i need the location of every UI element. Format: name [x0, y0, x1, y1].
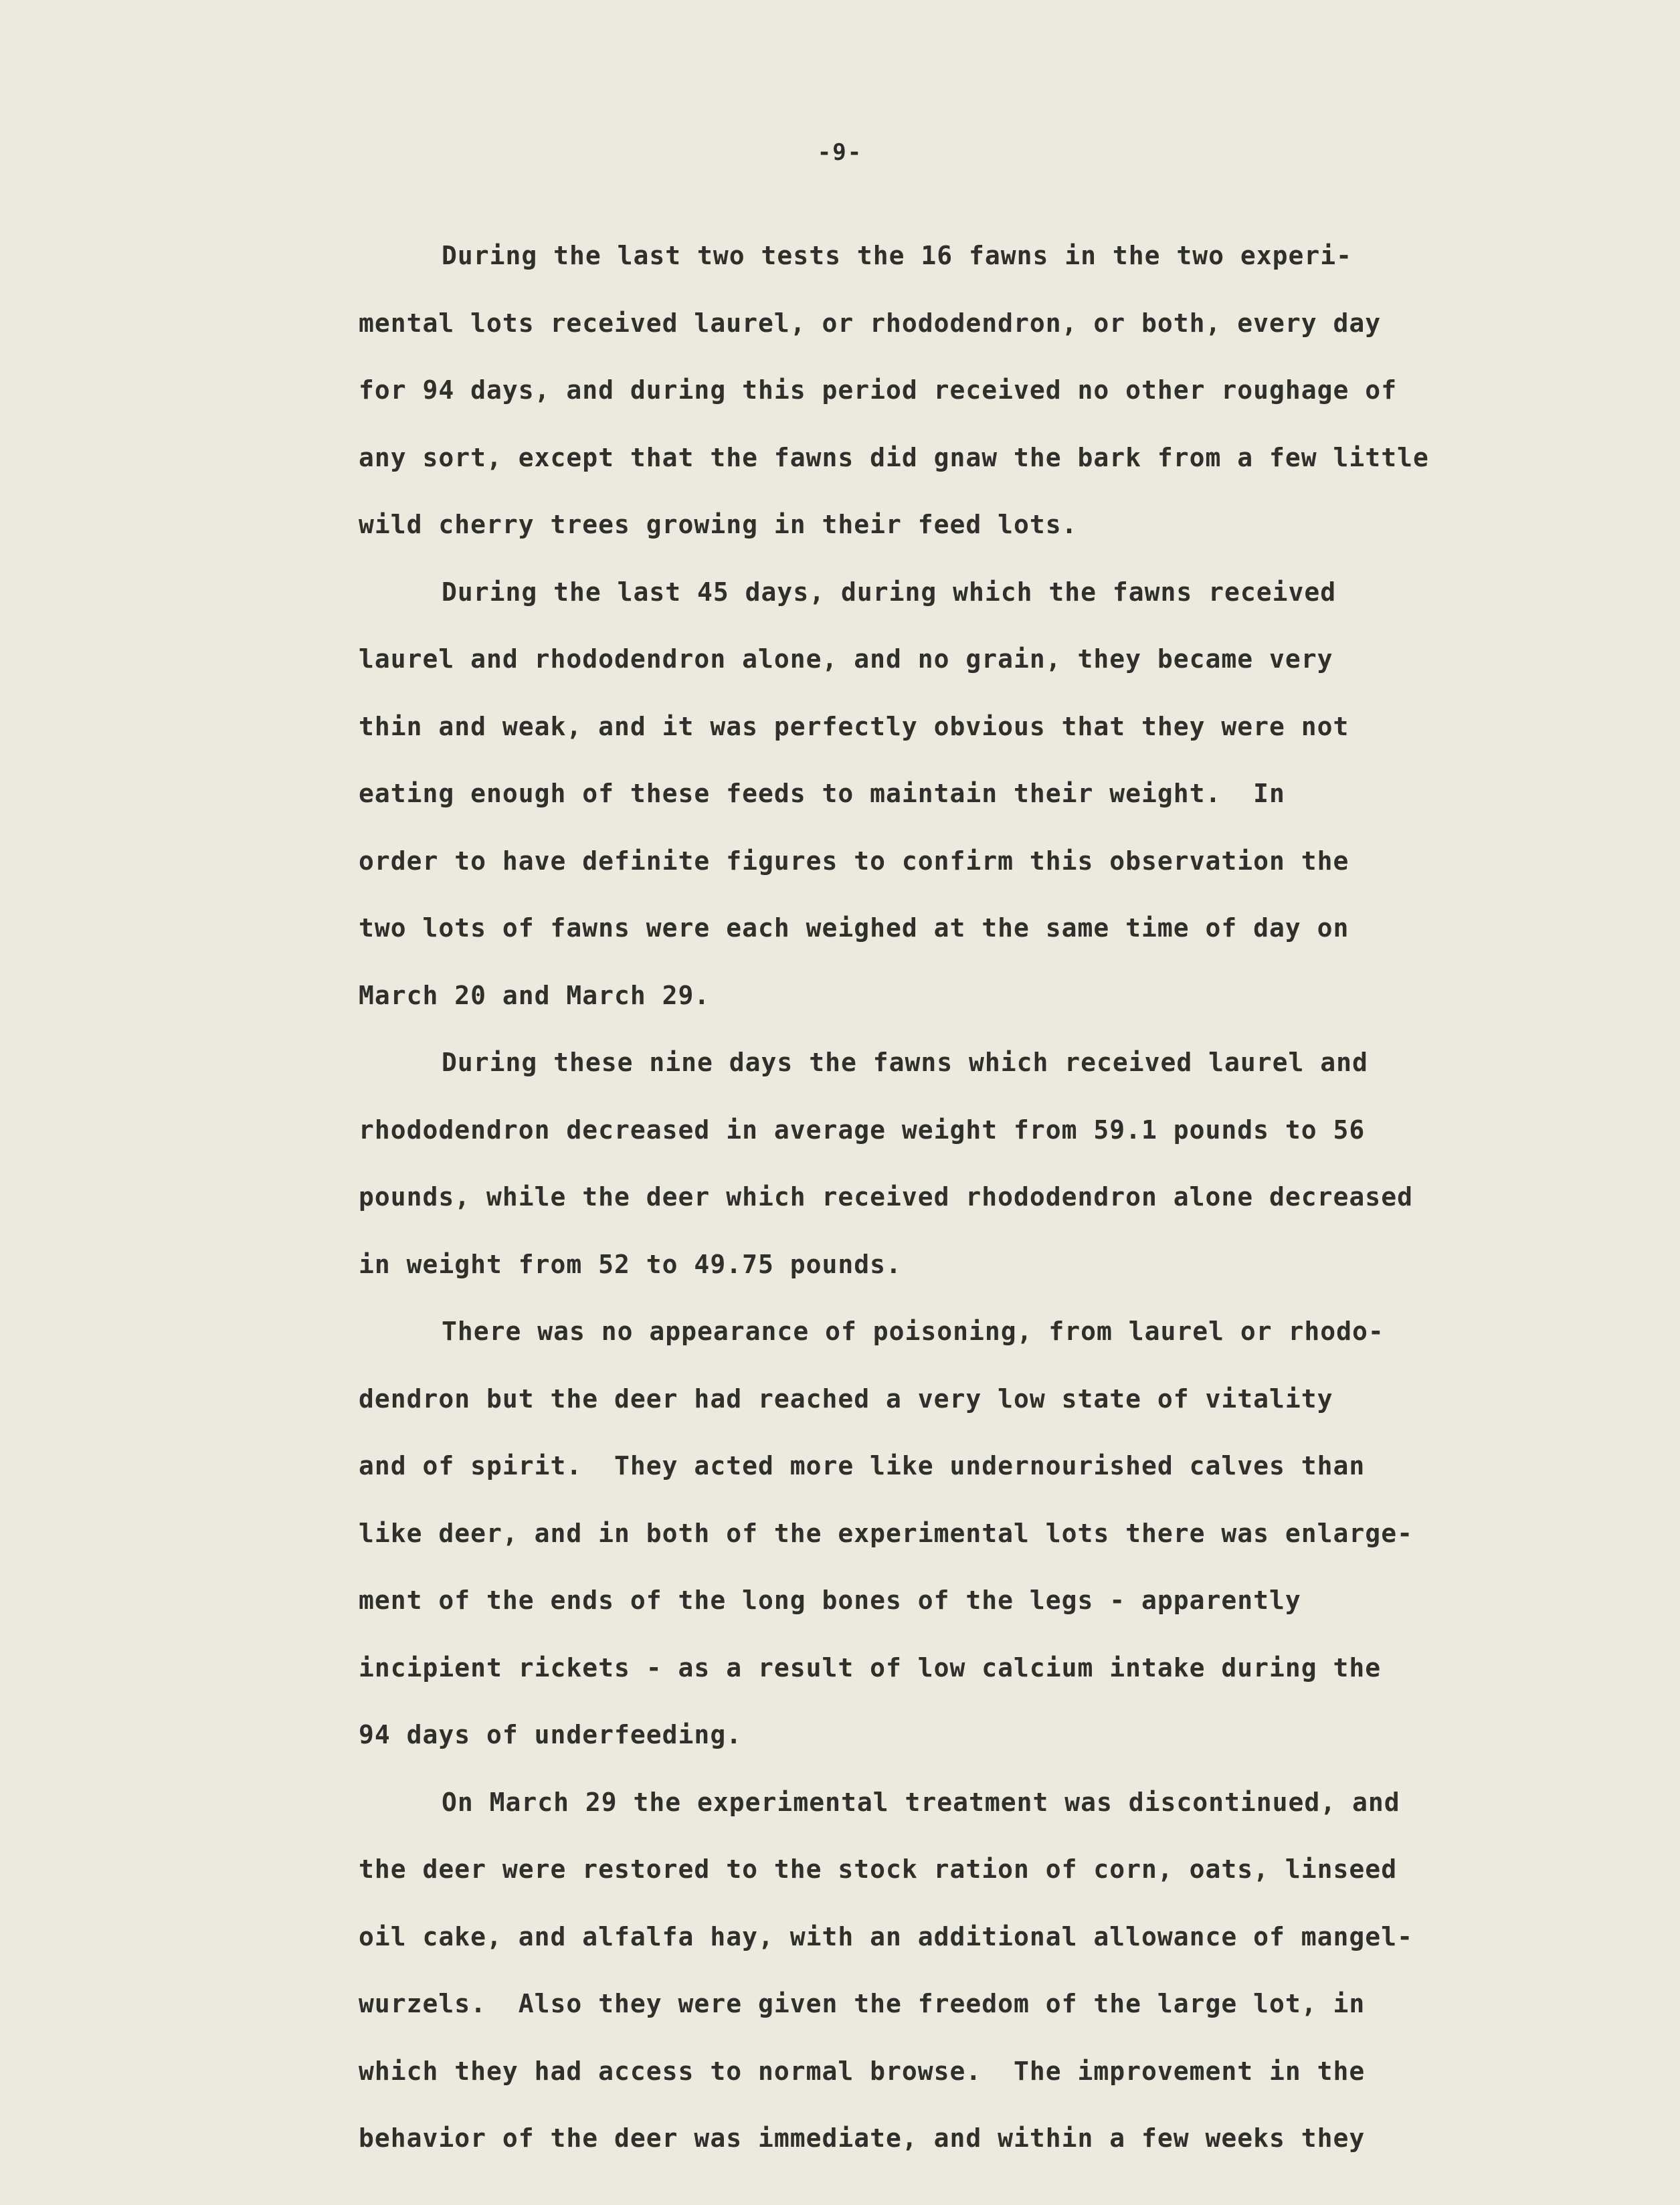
text-line: rhododendron decreased in average weight from 59.1 pounds to 56	[359, 1115, 1366, 1145]
text-line: wild cherry trees growing in their feed lots.	[359, 510, 1078, 539]
text-line: laurel and rhododendron alone, and no grain, they became very	[359, 644, 1333, 674]
text-line: pounds, while the deer which received rhododendron alone decreased	[359, 1182, 1413, 1212]
text-line: the deer were restored to the stock ration of corn, oats, linseed	[359, 1854, 1398, 1884]
text-line: During these nine days the fawns which received laurel and	[442, 1048, 1368, 1077]
text-line: behavior of the deer was immediate, and within a few weeks they	[359, 2123, 1366, 2153]
text-line: wurzels. Also they were given the freedom of the large lot, in	[359, 1989, 1366, 2018]
text-line: two lots of fawns were each weighed at the same time of day on	[359, 913, 1349, 943]
text-line: ment of the ends of the long bones of the legs - apparently	[359, 1586, 1301, 1615]
text-line: in weight from 52 to 49.75 pounds.	[359, 1249, 902, 1279]
text-line: thin and weak, and it was perfectly obvious that they were not	[359, 711, 1349, 741]
text-line: eating enough of these feeds to maintain their weight. In	[359, 779, 1285, 808]
paragraph	[359, 222, 1523, 559]
body-text	[359, 222, 1523, 2172]
text-line: oil cake, and alfalfa hay, with an additional allowance of mangel-	[359, 1921, 1413, 1951]
paragraph	[359, 1769, 1523, 2172]
text-line: like deer, and in both of the experimental lots there was enlarge-	[359, 1518, 1413, 1548]
text-line: dendron but the deer had reached a very low state of vitality	[359, 1383, 1333, 1414]
text-line: There was no appearance of poisoning, from laurel or rhodo-	[442, 1317, 1384, 1346]
paragraph	[359, 1029, 1523, 1298]
text-line: On March 29 the experimental treatment was discontinued, and	[442, 1787, 1400, 1817]
text-line: any sort, except that the fawns did gnaw the bark from a few little	[359, 442, 1429, 472]
page-number: -9-	[817, 139, 863, 166]
text-line: for 94 days, and during this period received no other roughage of	[359, 375, 1398, 405]
paragraph	[359, 559, 1523, 1030]
text-line: order to have definite figures to confirm this observation the	[359, 846, 1349, 876]
text-line: During the last two tests the 16 fawns in the two experi-	[442, 241, 1353, 270]
text-line: 94 days of underfeeding.	[359, 1720, 743, 1749]
text-line: March 20 and March 29.	[359, 980, 711, 1010]
text-line: which they had access to normal browse. The improvement in the	[359, 2056, 1366, 2086]
text-line: mental lots received laurel, or rhododendron, or both, every day	[359, 308, 1382, 338]
text-line: During the last 45 days, during which the fawns received	[442, 577, 1337, 607]
text-line: incipient rickets - as a result of low calcium intake during the	[359, 1652, 1382, 1683]
paragraph	[359, 1298, 1523, 1769]
text-line: and of spirit. They acted more like undernourished calves than	[359, 1451, 1366, 1480]
